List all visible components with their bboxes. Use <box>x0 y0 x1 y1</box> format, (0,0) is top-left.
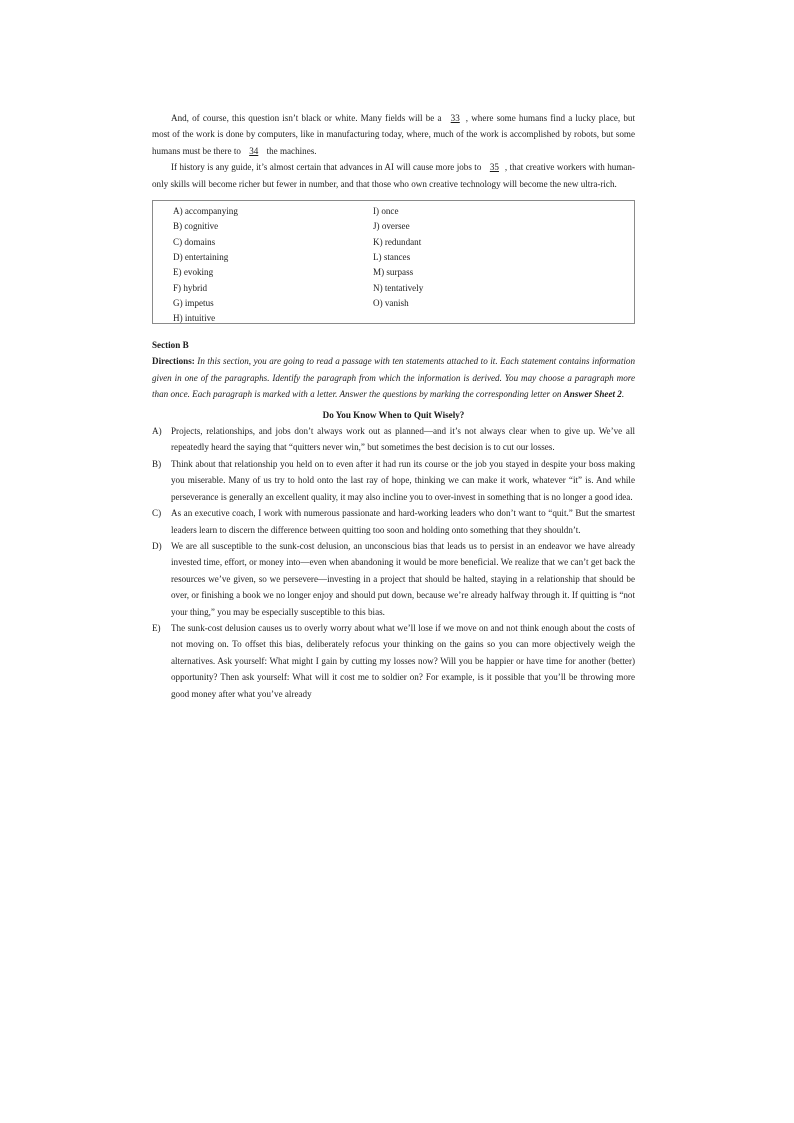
article-paragraph-d <box>152 538 635 620</box>
word-option: B) cognitive <box>173 221 219 232</box>
directions-label: Directions: <box>152 356 195 367</box>
word-bank-column-left <box>173 204 373 324</box>
passage-paragraph-2 <box>152 159 635 192</box>
word-option: K) redundant <box>373 236 422 247</box>
answer-sheet-ref: Answer Sheet 2 <box>563 389 622 400</box>
passage-text: , where some humans find a lucky place, but most of the work is done by computers, like in manufacturing today, where, much of the work is accomplished by robots, but some humans must be there to <box>152 113 635 156</box>
blank-34: 34 <box>249 145 259 156</box>
paragraph-text: We are all susceptible to the sunk-cost delusion, an unconscious bias that leads us to persist in an endeavor we have already invested time, effort, or money into—even when abandoning it would be more beneficial. We realize that we can’t get back the resources we’ve given, so we persevere—investing in a project that should be halted, staying in a relationship that should be over, or finishing a book we no longer enjoy and should put down, because we’re already halfway through it. If quitting is “not your thing,” you may be especially susceptible to this bias. <box>171 540 635 617</box>
article-paragraphs <box>152 423 635 702</box>
passage-paragraph-1 <box>152 110 635 159</box>
word-option: N) tentatively <box>373 282 424 293</box>
word-option: A) accompanying <box>173 206 238 217</box>
article-paragraph-a <box>152 423 635 456</box>
word-bank-box <box>152 200 635 324</box>
blank-35: 35 <box>489 162 499 173</box>
article-paragraph-e <box>152 620 635 702</box>
word-option: C) domains <box>173 236 216 247</box>
article-paragraph-b <box>152 456 635 505</box>
word-option: J) oversee <box>373 221 410 232</box>
word-bank-column-right <box>373 204 423 320</box>
directions-end: . <box>621 389 625 400</box>
section-heading: Section B <box>152 340 189 351</box>
article-paragraph-c <box>152 505 635 538</box>
word-option: F) hybrid <box>173 282 208 293</box>
word-option: G) impetus <box>173 297 214 308</box>
word-option: M) surpass <box>373 267 414 278</box>
word-option: O) vanish <box>373 297 409 308</box>
passage-text: If history is any guide, it’s almost certain that advances in AI will cause more jobs to <box>171 162 482 173</box>
article-title: Do You Know When to Quit Wisely? <box>322 409 465 420</box>
word-option: H) intuitive <box>173 313 216 324</box>
paragraph-label: E) <box>152 622 161 633</box>
passage-text: And, of course, this question isn’t black or white. Many fields will be a <box>171 113 442 123</box>
directions-text: In this section, you are going to read a passage with ten statements attached to it. Each statement contains information given in one of the paragraphs. Identify the paragraph from which the information is derived. You may choose a paragraph more than once. Each paragraph is marked with a letter. Answer the questions by marking the corresponding letter on <box>152 356 635 400</box>
paragraph-label: A) <box>152 426 162 437</box>
paragraph-text: Think about that relationship you held on to even after it had run its course or the job you stayed in despite your boss making you miserable. Many of us try to hold onto the last ray of hope, thinking we can make it work, whatever “it” is. And while perseverance is generally an excellent quality, it may also incline you to over-invest in something that is no longer a good idea. <box>171 458 635 502</box>
paragraph-label: C) <box>152 508 162 519</box>
paragraph-text: Projects, relationships, and jobs don’t always work out as planned—and it’s not always clear when to give up. We’ve all repeatedly heard the saying that “quitters never win,” but sometimes the best decision is to cut our losses. <box>171 426 635 453</box>
directions <box>152 353 635 402</box>
word-option: L) stances <box>373 251 411 262</box>
word-option: D) entertaining <box>173 251 229 262</box>
paragraph-label: B) <box>152 458 162 469</box>
paragraph-label: D) <box>152 540 162 551</box>
paragraph-text: The sunk-cost delusion causes us to overly worry about what we’ll lose if we move on and not think enough about the costs of not moving on. To offset this bias, deliberately refocus your thinking on the gains so you can more objectively weigh the alternatives. Ask yourself: What might I gain by cutting my losses now? Will you be happier or have time for another (better) opportunity? Then ask yourself: What will it cost me to soldier on? For example, is it possible that you’ll be throwing more good money after what you’ve already <box>171 622 635 699</box>
exam-content <box>152 110 635 702</box>
blank-33: 33 <box>450 113 460 123</box>
passage-text: the machines. <box>266 145 317 156</box>
word-option: E) evoking <box>173 267 214 278</box>
word-option: I) once <box>373 206 399 217</box>
passage-text: , that creative workers with human-only skills will become richer but fewer in number, and that those who own creative technology will become the new ultra-rich. <box>152 162 635 189</box>
paragraph-text: As an executive coach, I work with numerous passionate and hard-working leaders who don’t want to “quit.” But the smartest leaders learn to discern the difference between quitting too soon and holding onto something that they shouldn’t. <box>171 508 635 535</box>
